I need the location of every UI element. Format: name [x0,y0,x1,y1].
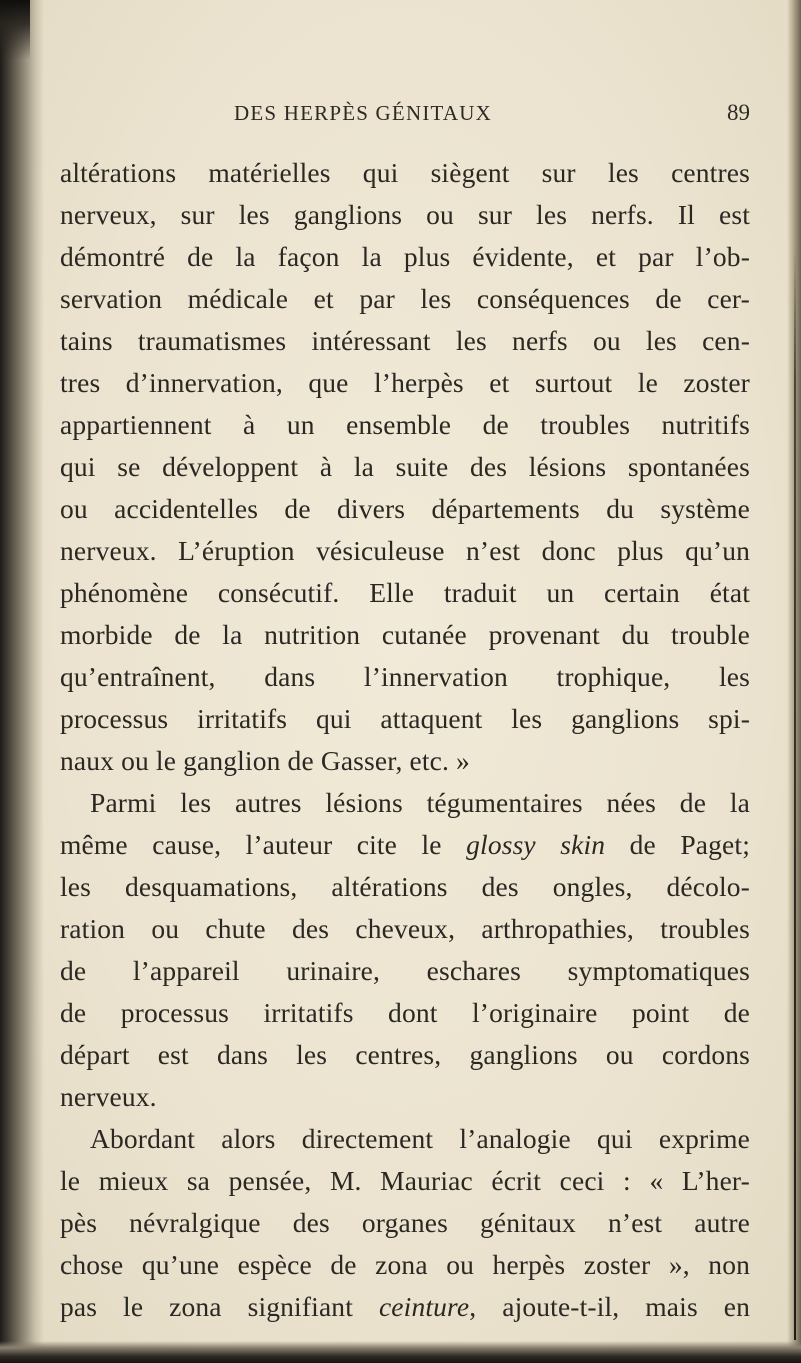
text-segment: pas le zona signifiant [60,1291,379,1322]
text-line [60,1202,750,1244]
running-head [60,101,750,129]
text-line [60,992,750,1034]
text-segment: de Paget; [605,829,750,860]
italic-term: ceinture [378,1291,470,1322]
text-segment: le mieux sa pensée, M. Mauriac écrit ceci : « L’her- [60,1165,750,1196]
text-line: altérations matérielles qui siègent sur les centres [60,157,750,188]
text-line [60,1244,750,1286]
text-line [60,1076,750,1118]
italic-term: glossy skin [466,829,606,860]
page-edge-right-line [794,250,796,1340]
text-line: servation médicale et par les conséquences de cer- [60,283,750,314]
text-segment: , ajoute-t-il, mais en [469,1291,751,1322]
text-segment: nerveux. [60,1081,157,1112]
text-line: nerveux, sur les ganglions ou sur les nerfs. Il est [60,199,750,230]
text-line [60,1034,750,1076]
page-edge-bottom [0,1341,801,1363]
text-line [60,866,750,908]
body-text [60,152,750,1328]
text-line: qui se développent à la suite des lésions spontanées [60,451,750,482]
text-segment: même cause, l’auteur cite le [60,829,467,860]
text-segment: Parmi les autres lésions tégumentaires nées de la [90,787,750,818]
text-line: tains traumatismes intéressant les nerfs ou les cen- [60,325,750,356]
text-segment: de l’appareil urinaire, eschares symptomatiques [60,955,750,986]
text-line-paragraph-start [60,1118,750,1160]
text-line: processus irritatifs qui attaquent les ganglions spi- [60,703,750,734]
text-line-paragraph-start [60,782,750,824]
text-line: tres d’innervation, que l’herpès et surtout le zoster [60,367,750,398]
text-line [60,908,750,950]
text-line: phénomène consécutif. Elle traduit un certain état [60,577,750,608]
text-line: naux ou le ganglion de Gasser, etc. » [60,745,470,776]
text-segment: de processus irritatifs dont l’originaire point de [60,997,750,1028]
binding-shadow-corner [0,0,30,60]
text-line: ou accidentelles de divers départements du système [60,493,750,524]
text-segment: pès névralgique des organes génitaux n’est autre [60,1207,750,1238]
text-segment: chose qu’une espèce de zona ou herpès zoster », non [60,1249,750,1280]
text-segment: départ est dans les centres, ganglions ou cordons [60,1039,750,1070]
text-line: qu’entraînent, dans l’innervation trophique, les [60,661,750,692]
text-segment: ration ou chute des cheveux, arthropathies, troubles [60,913,750,944]
page-number: 89 [727,100,750,125]
text-line [60,824,750,866]
text-line: démontré de la façon la plus évidente, et par l’ob- [60,241,750,272]
text-line [60,1160,750,1202]
binding-shadow-left [0,0,44,1363]
text-segment: Abordant alors directement l’analogie qui exprime [90,1123,750,1154]
text-line: appartiennent à un ensemble de troubles nutritifs [60,409,750,440]
text-segment: les desquamations, altérations des ongles, décolo- [60,871,750,902]
text-line [60,950,750,992]
running-title: DES HERPÈS GÉNITAUX [234,101,492,125]
text-line: morbide de la nutrition cutanée provenant du trouble [60,619,750,650]
text-line [60,1286,750,1328]
text-line: nerveux. L’éruption vésiculeuse n’est donc plus qu’un [60,535,750,566]
